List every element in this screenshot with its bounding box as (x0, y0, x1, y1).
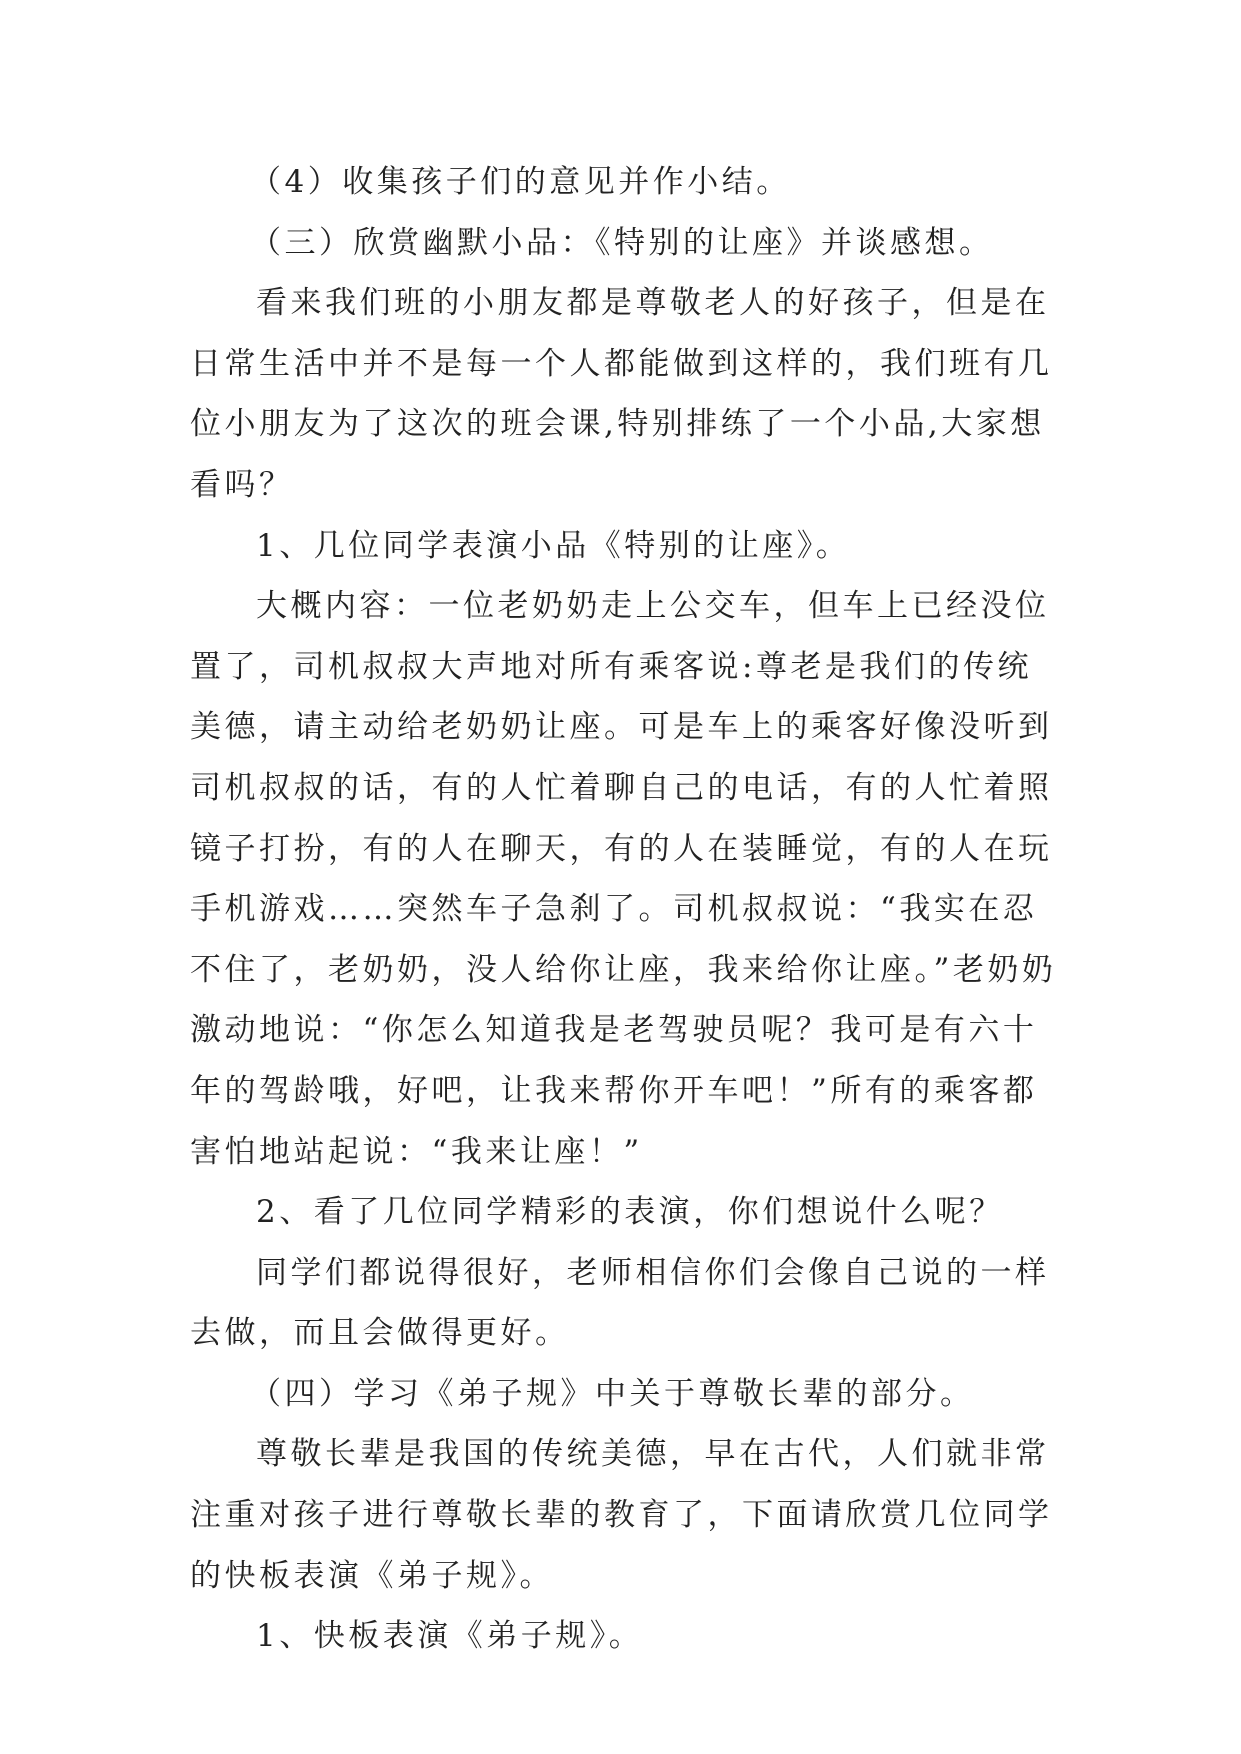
paragraph-collect-opinions: （4）收集孩子们的意见并作小结。 (250, 164, 791, 200)
paragraph-skit-content: 大概内容：一位老奶奶走上公交车，但车上已经没位置了，司机叔叔大声地对所有乘客说:尊老是我们的传统美德，请主动给老奶奶让座。可是车上的乘客好像没听到司机叔叔的话，有的人忙着聊自己的电话，有的人忙着照镜子打扮，有的人在聊天，有的人在装睡觉，有的人在玩手机游戏……突然车子急刹了。司机叔叔说：“我实在忍不住了，老奶奶，没人给你让座，我来给你让座。”老奶奶激动地说：“你怎么知道我是老驾驶员呢？我可是有六十年的驾龄哦，好吧，让我来帮你开车吧！”所有的乘客都害怕地站起说：“我来让座！” (190, 588, 1057, 1170)
document-body (190, 152, 1060, 1667)
paragraph-teacher-comment: 同学们都说得很好，老师相信你们会像自己说的一样去做，而且会做得更好。 (190, 1254, 1050, 1352)
paragraph-dizigui-performance: 1、快板表演《弟子规》。 (256, 1618, 644, 1655)
paragraph-discussion-question: 2、看了几位同学精彩的表演，你们想说什么呢？ (256, 1194, 1004, 1231)
paragraph-skit-intro: 看来我们班的小朋友都是尊敬老人的好孩子，但是在日常生活中并不是每一个人都能做到这样的，我们班有几位小朋友为了这次的班会课,特别排练了一个小品,大家想看吗？ (190, 285, 1053, 503)
section-heading-skit: （三）欣赏幽默小品：《特别的让座》并谈感想。 (250, 224, 994, 261)
paragraph-dizigui-intro: 尊敬长辈是我国的传统美德，早在古代，人们就非常注重对孩子进行尊敬长辈的教育了，下面请欣赏几位同学的快板表演《弟子规》。 (190, 1436, 1053, 1594)
paragraph-skit-performance: 1、几位同学表演小品《特别的让座》。 (256, 527, 851, 564)
section-heading-dizigui: （四）学习《弟子规》中关于尊敬长辈的部分。 (250, 1375, 975, 1412)
